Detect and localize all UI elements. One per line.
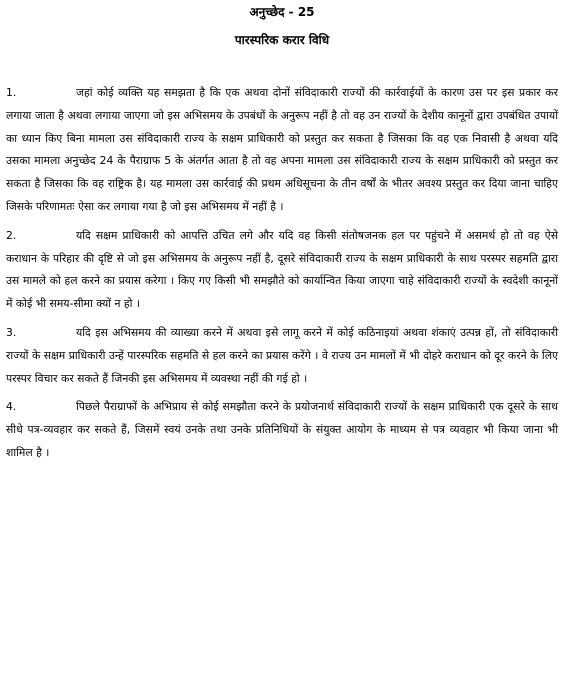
paragraph-3 bbox=[6, 322, 558, 390]
paragraph-text: पिछले पैराग्राफों के अभिप्राय से कोई समझौता करने के प्रयोजनार्थ संविदाकारी राज्यों के सक्षम प्राधिकारी एक दूसरे के साथ सीधे पत्र-व्यवहार कर सकते हैं, जिसमें स्वयं उनके तथा उनके प्रतिनिधियों के संयुक्त आयोग के माध्यम से पत्र व्यवहार भी किया जाना भी शामिल है । bbox=[6, 400, 558, 459]
article-subject: पारस्परिक करार विधि bbox=[234, 33, 330, 47]
article-heading: अनुच्छेद - 25 bbox=[249, 5, 315, 19]
paragraph-4 bbox=[6, 396, 558, 464]
paragraph-2 bbox=[6, 225, 558, 316]
paragraph-number: 1. bbox=[6, 86, 17, 99]
document-body bbox=[6, 82, 558, 465]
paragraph-text: यदि सक्षम प्राधिकारी को आपत्ति उचित लगे और यदि वह किसी संतोषजनक हल पर पहुंचने में असमर्थ हो तो वह ऐसे कराधान के परिहार की दृष्टि से जो इस अभिसमय के अनुरूप नहीं है, दूसरे संविदाकारी राज्य के सक्षम प्राधिकारी के साथ परस्पर सहमति द्वारा उस मामले को हल करने का प्रयास करेगा । किए गए किसी भी समझौते को कार्यान्वित किया जाएगा चाहे संविदाकारी राज्यों के स्वदेशी कानूनों में कोई भी समय-सीमा क्यों न हो । bbox=[6, 228, 558, 311]
paragraph-number: 3. bbox=[6, 325, 17, 339]
paragraph-text: जहां कोई व्यक्ति यह समझता है कि एक अथवा दोनों संविदाकारी राज्यों की कार्रवाईयों के कारण उस पर इस प्रकार कर लगाया जाता है अथवा लगाया जाएगा जो इस अभिसमय के उपबंधों के अनुरूप नहीं है तो वह उन राज्यों के देशीय कानूनों द्वारा उपबंधित उपायों का ध्यान किए बिना मामला उस संविदाकारी राज्य के सक्षम प्राधिकारी को प्रस्तुत कर सकता है जिसका कि वह एक निवासी है अथवा यदि उसका मामला अनुच्छेद 24 के पैराग्राफ 5 के अंतर्गत आता है तो वह अपना मामला उस संविदाकारी राज्य के सक्षम प्राधिकारी को प्रस्तुत कर सकता है जिसका कि वह राष्ट्रिक है। यह मामला उस कार्रवाई की प्रथम अधिसूचना के तीन वर्षों के भीतर अवश्य प्रस्तुत कर दिया जाना चाहिए जिसके परिणामतः ऐसा कर लगाया गया है जो इस अभिसमय में नहीं है । bbox=[6, 86, 558, 213]
paragraph-1 bbox=[6, 82, 558, 219]
paragraph-number: 4. bbox=[6, 400, 17, 414]
paragraph-text: यदि इस अभिसमय की व्याख्या करने में अथवा इसे लागू करने में कोई कठिनाइयां अथवा शंकाएं उत्पन्न हों, तो संविदाकारी राज्यों के सक्षम प्राधिकारी उन्हें पारस्परिक सहमति से हल करने का प्रयास करेंगे । वे राज्य उन मामलों में भी दोहरे कराधान को दूर करने के लिए परस्पर विचार कर सकते हैं जिनकी इस अभिसमय में व्यवस्था नहीं की गई हो । bbox=[6, 325, 558, 385]
paragraph-number: 2. bbox=[6, 228, 17, 242]
